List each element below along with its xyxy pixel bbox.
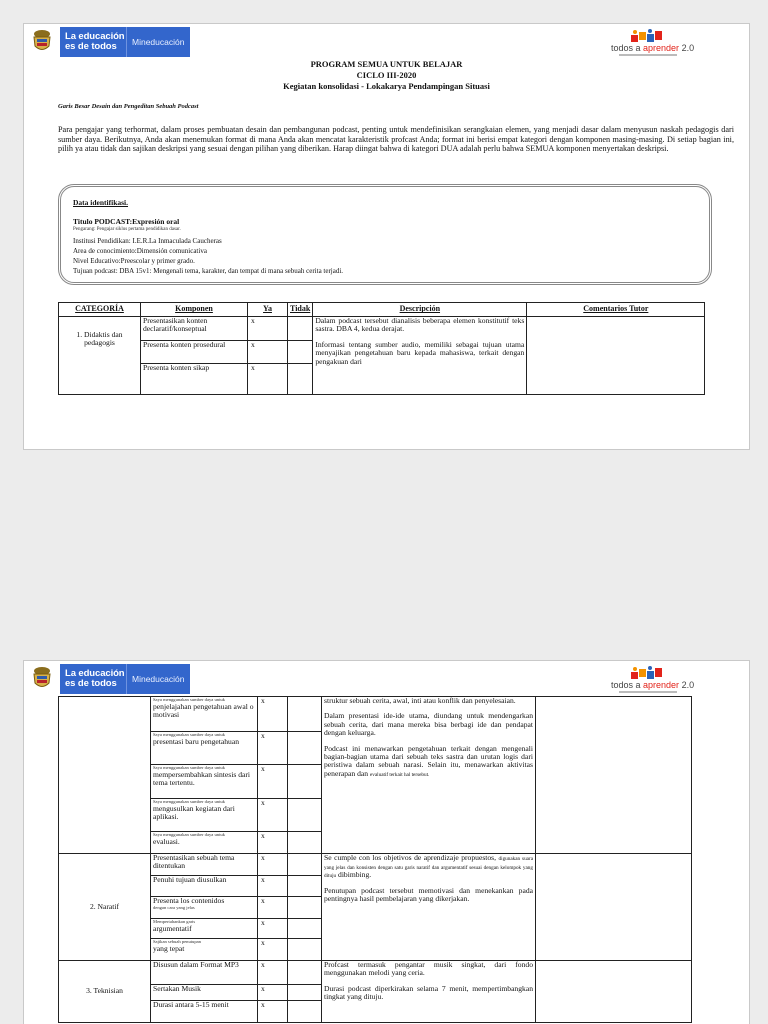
component-note: Mempertahankan garis	[153, 919, 196, 924]
component-cell: Sertakan Musik	[151, 985, 258, 1001]
brand-line-1: La educación	[65, 31, 125, 42]
no-cell	[288, 341, 313, 364]
component-cell: Presentasikan konten declaratif/konseptual	[141, 317, 248, 341]
no-cell	[288, 832, 322, 854]
description-note: evaluatif terkait hal tersebut.	[369, 771, 430, 778]
no-cell	[288, 876, 322, 897]
no-cell	[288, 919, 322, 939]
yes-cell: x	[248, 317, 288, 341]
component-cell: Presenta konten prosedural	[141, 341, 248, 364]
col-header-component: Komponen	[141, 303, 248, 317]
category-cell: 1. Didaktis dan pedagogis	[59, 317, 141, 395]
component-cell	[151, 732, 258, 765]
tutor-comment-cell	[536, 961, 692, 1023]
table-row	[59, 697, 692, 732]
description-note: digunakan suara yang jelas dan konsisten dengan satu garis naratif dan argumentatif sesuai dengan kelompok yang dituju	[324, 856, 533, 879]
description-text-main: Se cumple con los objetivos de aprendizaje propuestos,	[324, 853, 497, 862]
category-cell: 2. Naratif	[59, 854, 151, 961]
description-cell	[322, 854, 536, 961]
partner-subtext-bar	[619, 54, 677, 56]
page-header	[24, 661, 749, 697]
yes-cell: x	[258, 961, 288, 985]
no-cell	[288, 1001, 322, 1023]
component-cell	[151, 897, 258, 919]
yes-cell: x	[258, 854, 288, 876]
brand-divider	[126, 27, 127, 57]
description-text: Dalam podcast tersebut dianalisis beberapa elemen konstitutif teks sastra. DBA 4, kedua derajat.	[315, 316, 525, 334]
partner-prefix: todos a	[611, 680, 644, 690]
description-text-tail: dibimbing.	[338, 870, 372, 879]
description-cell	[322, 697, 536, 854]
partner-logo	[611, 666, 695, 694]
no-cell	[288, 732, 322, 765]
yes-cell: x	[258, 1001, 288, 1023]
description-text	[324, 854, 533, 880]
description-cell	[313, 317, 527, 395]
no-cell	[288, 317, 313, 341]
no-cell	[288, 854, 322, 876]
brand-logo	[60, 664, 190, 694]
no-cell	[288, 961, 322, 985]
doc-title-1: PROGRAM SEMUA UNTUK BELAJAR	[310, 59, 463, 69]
no-cell	[288, 765, 322, 799]
id-author: Pengarang: Pengajar siklus pertama pendidikan dasar.	[73, 227, 181, 232]
description-cell	[322, 961, 536, 1023]
no-cell	[288, 697, 322, 732]
component-note: Sajikan sebuah penutupan	[153, 939, 201, 944]
description-text: Penutupan podcast tersebut memotivasi dan menekankan pada pentingnya hasil pembelajaran yang dikerjakan.	[324, 885, 533, 903]
component-text: yang tepat	[153, 944, 185, 953]
partner-logo	[611, 29, 695, 57]
partner-subtext-bar	[619, 691, 677, 693]
description-text: Informasi tentang sumber audio, memiliki sebagai tujuan utama menyajikan pengetahuan baru kepada mahasiswa, terkait dengan pengakuan dari	[315, 339, 525, 366]
yes-cell: x	[258, 732, 288, 765]
partner-prefix: todos a	[611, 43, 644, 53]
component-note: Saya menggunakan sumber daya untuk	[153, 765, 225, 770]
yes-cell: x	[248, 364, 288, 395]
brand-divider	[126, 664, 127, 694]
component-text: evaluasi.	[153, 837, 180, 846]
description-text: Profcast termasuk pengantar musik singkat, dari fondo menggunakan melodi yang ceria.	[324, 960, 533, 978]
ministry-label: Mineducación	[132, 37, 185, 47]
yes-cell: x	[258, 697, 288, 732]
description-text: Dalam presentasi ide-ide utama, diundang untuk mendengarkan sebuah cerita, dari mana mereka bisa berbagi ide dan pendapat dengan keluarga.	[324, 711, 533, 738]
tutor-comment-cell	[536, 697, 692, 854]
component-note: Saya menggunakan sumber daya untuk	[153, 732, 225, 737]
component-cell: Disusun dalam Format MP3	[151, 961, 258, 985]
table-header-row	[59, 303, 705, 317]
coat-of-arms-icon	[31, 665, 53, 691]
col-header-category: CATEGORÍA	[59, 303, 141, 317]
table-row	[59, 854, 692, 876]
partner-suffix: 2.0	[679, 680, 695, 690]
yes-cell: x	[258, 799, 288, 832]
partner-logo-icon	[629, 29, 667, 43]
col-header-no: Tidak	[288, 303, 313, 317]
component-text: mengusulkan kegiatan dari aplikasi.	[153, 804, 235, 822]
document-page-1	[23, 23, 750, 450]
no-cell	[288, 939, 322, 961]
col-header-yes: Ya	[248, 303, 288, 317]
table-row	[59, 317, 705, 341]
id-goal: Tujuan podcast: DBA 15v1: Mengenali tema, karakter, dan tempat di mana sebuah cerita terjadi.	[73, 267, 344, 275]
rubric-table-2	[58, 696, 692, 1023]
id-level: Nivel Educativo:Preescolar y primer grado.	[73, 257, 195, 265]
partner-accent: aprender	[643, 680, 680, 690]
brand-line-2: es de todos	[65, 678, 117, 689]
component-text: Presenta los contenidos	[153, 896, 225, 905]
component-text: presentasi baru pengetahuan	[153, 737, 240, 746]
id-heading: Data identifikasi.	[73, 198, 129, 207]
coat-of-arms-icon	[31, 28, 53, 54]
yes-cell: x	[258, 919, 288, 939]
brand-line-1: La educación	[65, 668, 125, 679]
partner-text	[611, 680, 695, 690]
component-cell	[151, 832, 258, 854]
brand-line-2: es de todos	[65, 41, 117, 52]
category-cell: 3. Teknisian	[59, 961, 151, 1023]
description-text-main: Podcast ini menawarkan pengetahuan terkait dengan mengenali bagian-bagian utama dari sebuah teks sastra dan urutan logis dari peristiwa dalam sebuah narasi. Selain itu, menawarkan aktivitas penerapan dan	[324, 743, 533, 778]
page-header	[24, 24, 749, 60]
partner-accent: aprender	[643, 43, 680, 53]
component-cell: Penuhi tujuan diusulkan	[151, 876, 258, 897]
partner-text	[611, 43, 695, 53]
partner-suffix: 2.0	[679, 43, 695, 53]
category-cell	[59, 697, 151, 854]
component-cell	[151, 765, 258, 799]
component-note: Saya menggunakan sumber daya untuk	[153, 697, 225, 702]
component-cell: Durasi antara 5-15 menit	[151, 1001, 258, 1023]
yes-cell: x	[258, 832, 288, 854]
component-cell: Presentasikan sebuah tema ditentukan	[151, 854, 258, 876]
no-cell	[288, 897, 322, 919]
brand-logo	[60, 27, 190, 57]
description-text: Durasi podcast diperkirakan selama 7 menit, mempertimbangkan tingkat yang dituju.	[324, 983, 533, 1002]
doc-subheading: Garis Besar Desain dan Pengeditan Sebuah Podcast	[58, 103, 199, 110]
doc-title-3: Kegiatan konsolidasi - Lokakarya Pendampingan Situasi	[283, 81, 490, 91]
yes-cell: x	[258, 985, 288, 1001]
description-text: struktur sebuah cerita, awal, inti atau konflik dan penyelesaian.	[324, 696, 516, 705]
component-text: penjelajahan pengetahuan awal o motivasi	[153, 702, 254, 720]
component-cell	[151, 799, 258, 832]
no-cell	[288, 364, 313, 395]
partner-logo-icon	[629, 666, 667, 680]
identification-box	[58, 184, 712, 285]
yes-cell: x	[248, 341, 288, 364]
component-note: dengan cara yang jelas	[153, 905, 195, 911]
id-title: Titulo PODCAST:Expresión oral	[73, 217, 180, 226]
no-cell	[288, 799, 322, 832]
document-page-2	[23, 660, 750, 1024]
description-text	[324, 745, 533, 779]
doc-title-2: CICLO III-2020	[356, 70, 417, 80]
yes-cell: x	[258, 876, 288, 897]
yes-cell: x	[258, 897, 288, 919]
id-institution: Institusi Pendidikan: I.E.R.La Inmaculada Caucheras	[73, 237, 222, 245]
ministry-label: Mineducación	[132, 674, 185, 684]
yes-cell: x	[258, 765, 288, 799]
component-cell: Presenta konten sikap	[141, 364, 248, 395]
rubric-table-1	[58, 302, 705, 395]
tutor-comment-cell	[527, 317, 705, 395]
tutor-comment-cell	[536, 854, 692, 961]
component-note: Saya menggunakan sumber daya untuk	[153, 799, 225, 804]
component-text: mempersembahkan sintesis dari tema tertentu.	[153, 770, 251, 788]
component-text: argumentatif	[153, 924, 192, 933]
component-cell	[151, 939, 258, 961]
yes-cell: x	[258, 939, 288, 961]
col-header-tutor: Comentarios Tutor	[527, 303, 705, 317]
intro-paragraph: Para pengajar yang terhormat, dalam proses pembuatan desain dan pembangunan podcast, penting untuk mendefinisikan serangkaian elemen, yang menjadi dasar dalam menyusun naskah pedagogis dari sumber daya. Berikutnya, Anda akan menemukan format di mana Anda akan mencatat karakteristik profcast Anda; format ini berisi empat kategori dengan komponen masing-masing. Di setiap bagian ini, pilih ya atau tidak dan sajikan deskripsi yang sesuai dengan pilihan yang diberikan. Harap diingat bahwa di kategori DUA adalah perlu bahwa SEMUA komponen menyertakan deskripsi.	[58, 125, 734, 153]
component-cell	[151, 697, 258, 732]
id-area: Area de conocimiento:Dimensión comunicativa	[73, 247, 207, 255]
col-header-description: Descripción	[313, 303, 527, 317]
component-note: Saya menggunakan sumber daya untuk	[153, 832, 225, 837]
component-cell	[151, 919, 258, 939]
no-cell	[288, 985, 322, 1001]
table-row	[59, 961, 692, 985]
